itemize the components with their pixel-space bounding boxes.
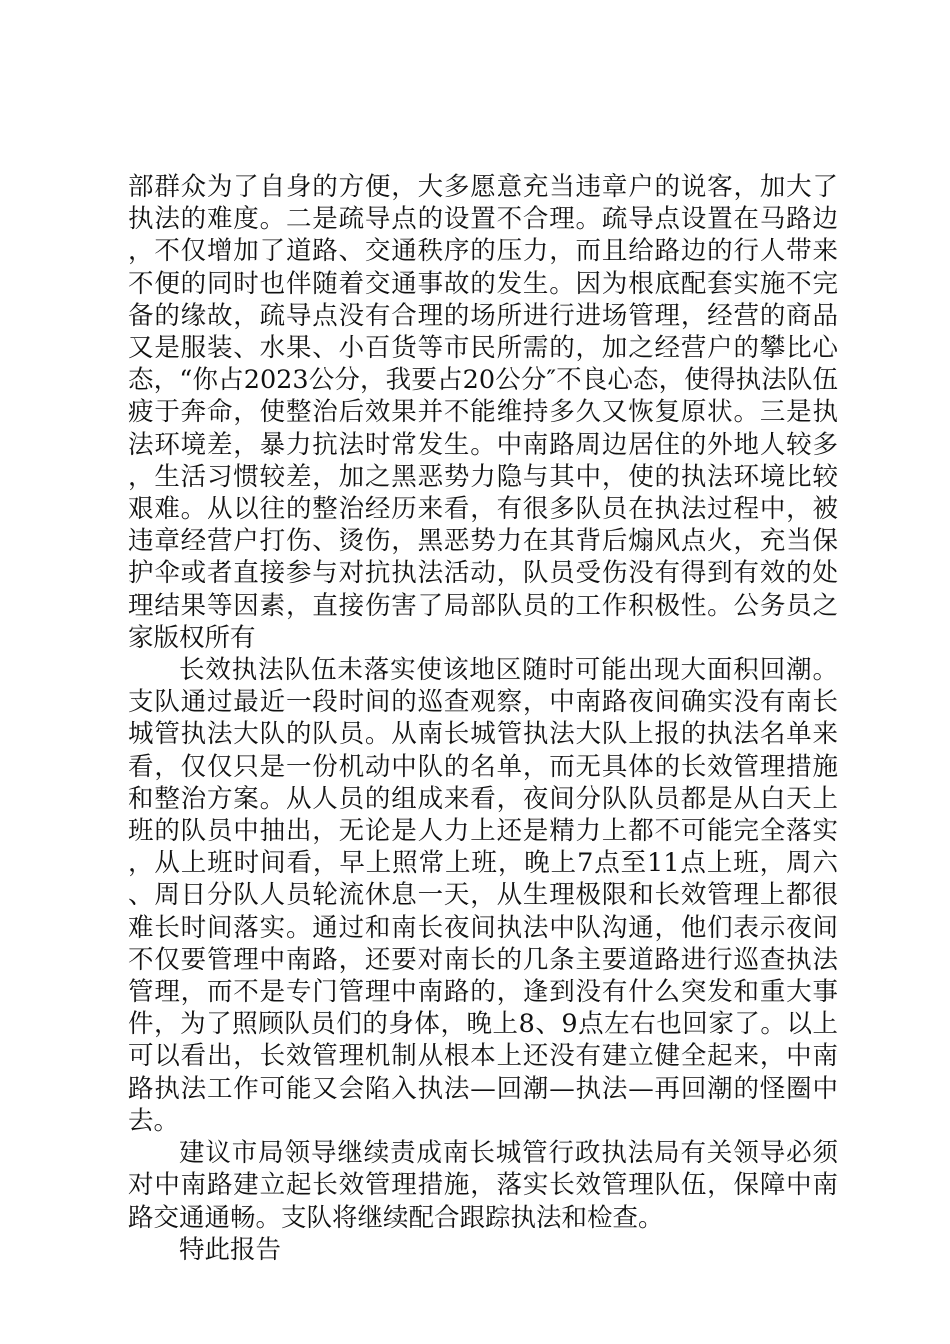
body-paragraph: 建议市局领导继续责成南长城管行政执法局有关领导必须对中南路建立起长效管理措施，落实长效管理队伍，保障中南路交通通畅。支队将继续配合跟踪执法和检查。 [128, 1138, 838, 1233]
document-page [128, 171, 838, 1266]
body-paragraph: 长效执法队伍未落实使该地区随时可能出现大面积回潮。支队通过最近一段时间的巡查观察，中南路夜间确实没有南长城管执法大队的队员。从南长城管执法大队上报的执法名单来看，仅仅只是一份机动中队的名单，而无具体的长效管理措施和整治方案。从人员的组成来看，夜间分队队员都是从白天上班的队员中抽出，无论是人力上还是精力上都不可能完全落实，从上班时间看，早上照常上班，晚上7点至11点上班，周六、周日分队人员轮流休息一天，从生理极限和长效管理上都很难长时间落实。通过和南长夜间执法中队沟通，他们表示夜间不仅要管理中南路，还要对南长的几条主要道路进行巡查执法管理，而不是专门管理中南路的，逢到没有什么突发和重大事件，为了照顾队员们的身体，晚上8、9点左右也回家了。以上可以看出，长效管理机制从根本上还没有建立健全起来，中南路执法工作可能又会陷入执法—回潮—执法—再回潮的怪圈中去。 [128, 655, 838, 1136]
body-paragraph: 部群众为了自身的方便，大多愿意充当违章户的说客，加大了执法的难度。二是疏导点的设置不合理。疏导点设置在马路边，不仅增加了道路、交通秩序的压力，而且给路边的行人带来不便的同时也伴随着交通事故的发生。因为根底配套实施不完备的缘故，疏导点没有合理的场所进行进场管理，经营的商品又是服装、水果、小百货等市民所需的，加之经营户的攀比心态，“你占2023公分，我要占20公分″不良心态，使得执法队伍疲于奔命，使整治后效果并不能维持多久又恢复原状。三是执法环境差，暴力抗法时常发生。中南路周边居住的外地人较多，生活习惯较差，加之黑恶势力隐与其中，使的执法环境比较艰难。从以往的整治经历来看，有很多队员在执法过程中，被违章经营户打伤、烫伤，黑恶势力在其背后煽风点火，充当保护伞或者直接参与对抗执法活动，队员受伤没有得到有效的处理结果等因素，直接伤害了局部队员的工作积极性。公务员之家版权所有 [128, 172, 838, 653]
closing-line: 特此报告 [179, 1234, 282, 1265]
